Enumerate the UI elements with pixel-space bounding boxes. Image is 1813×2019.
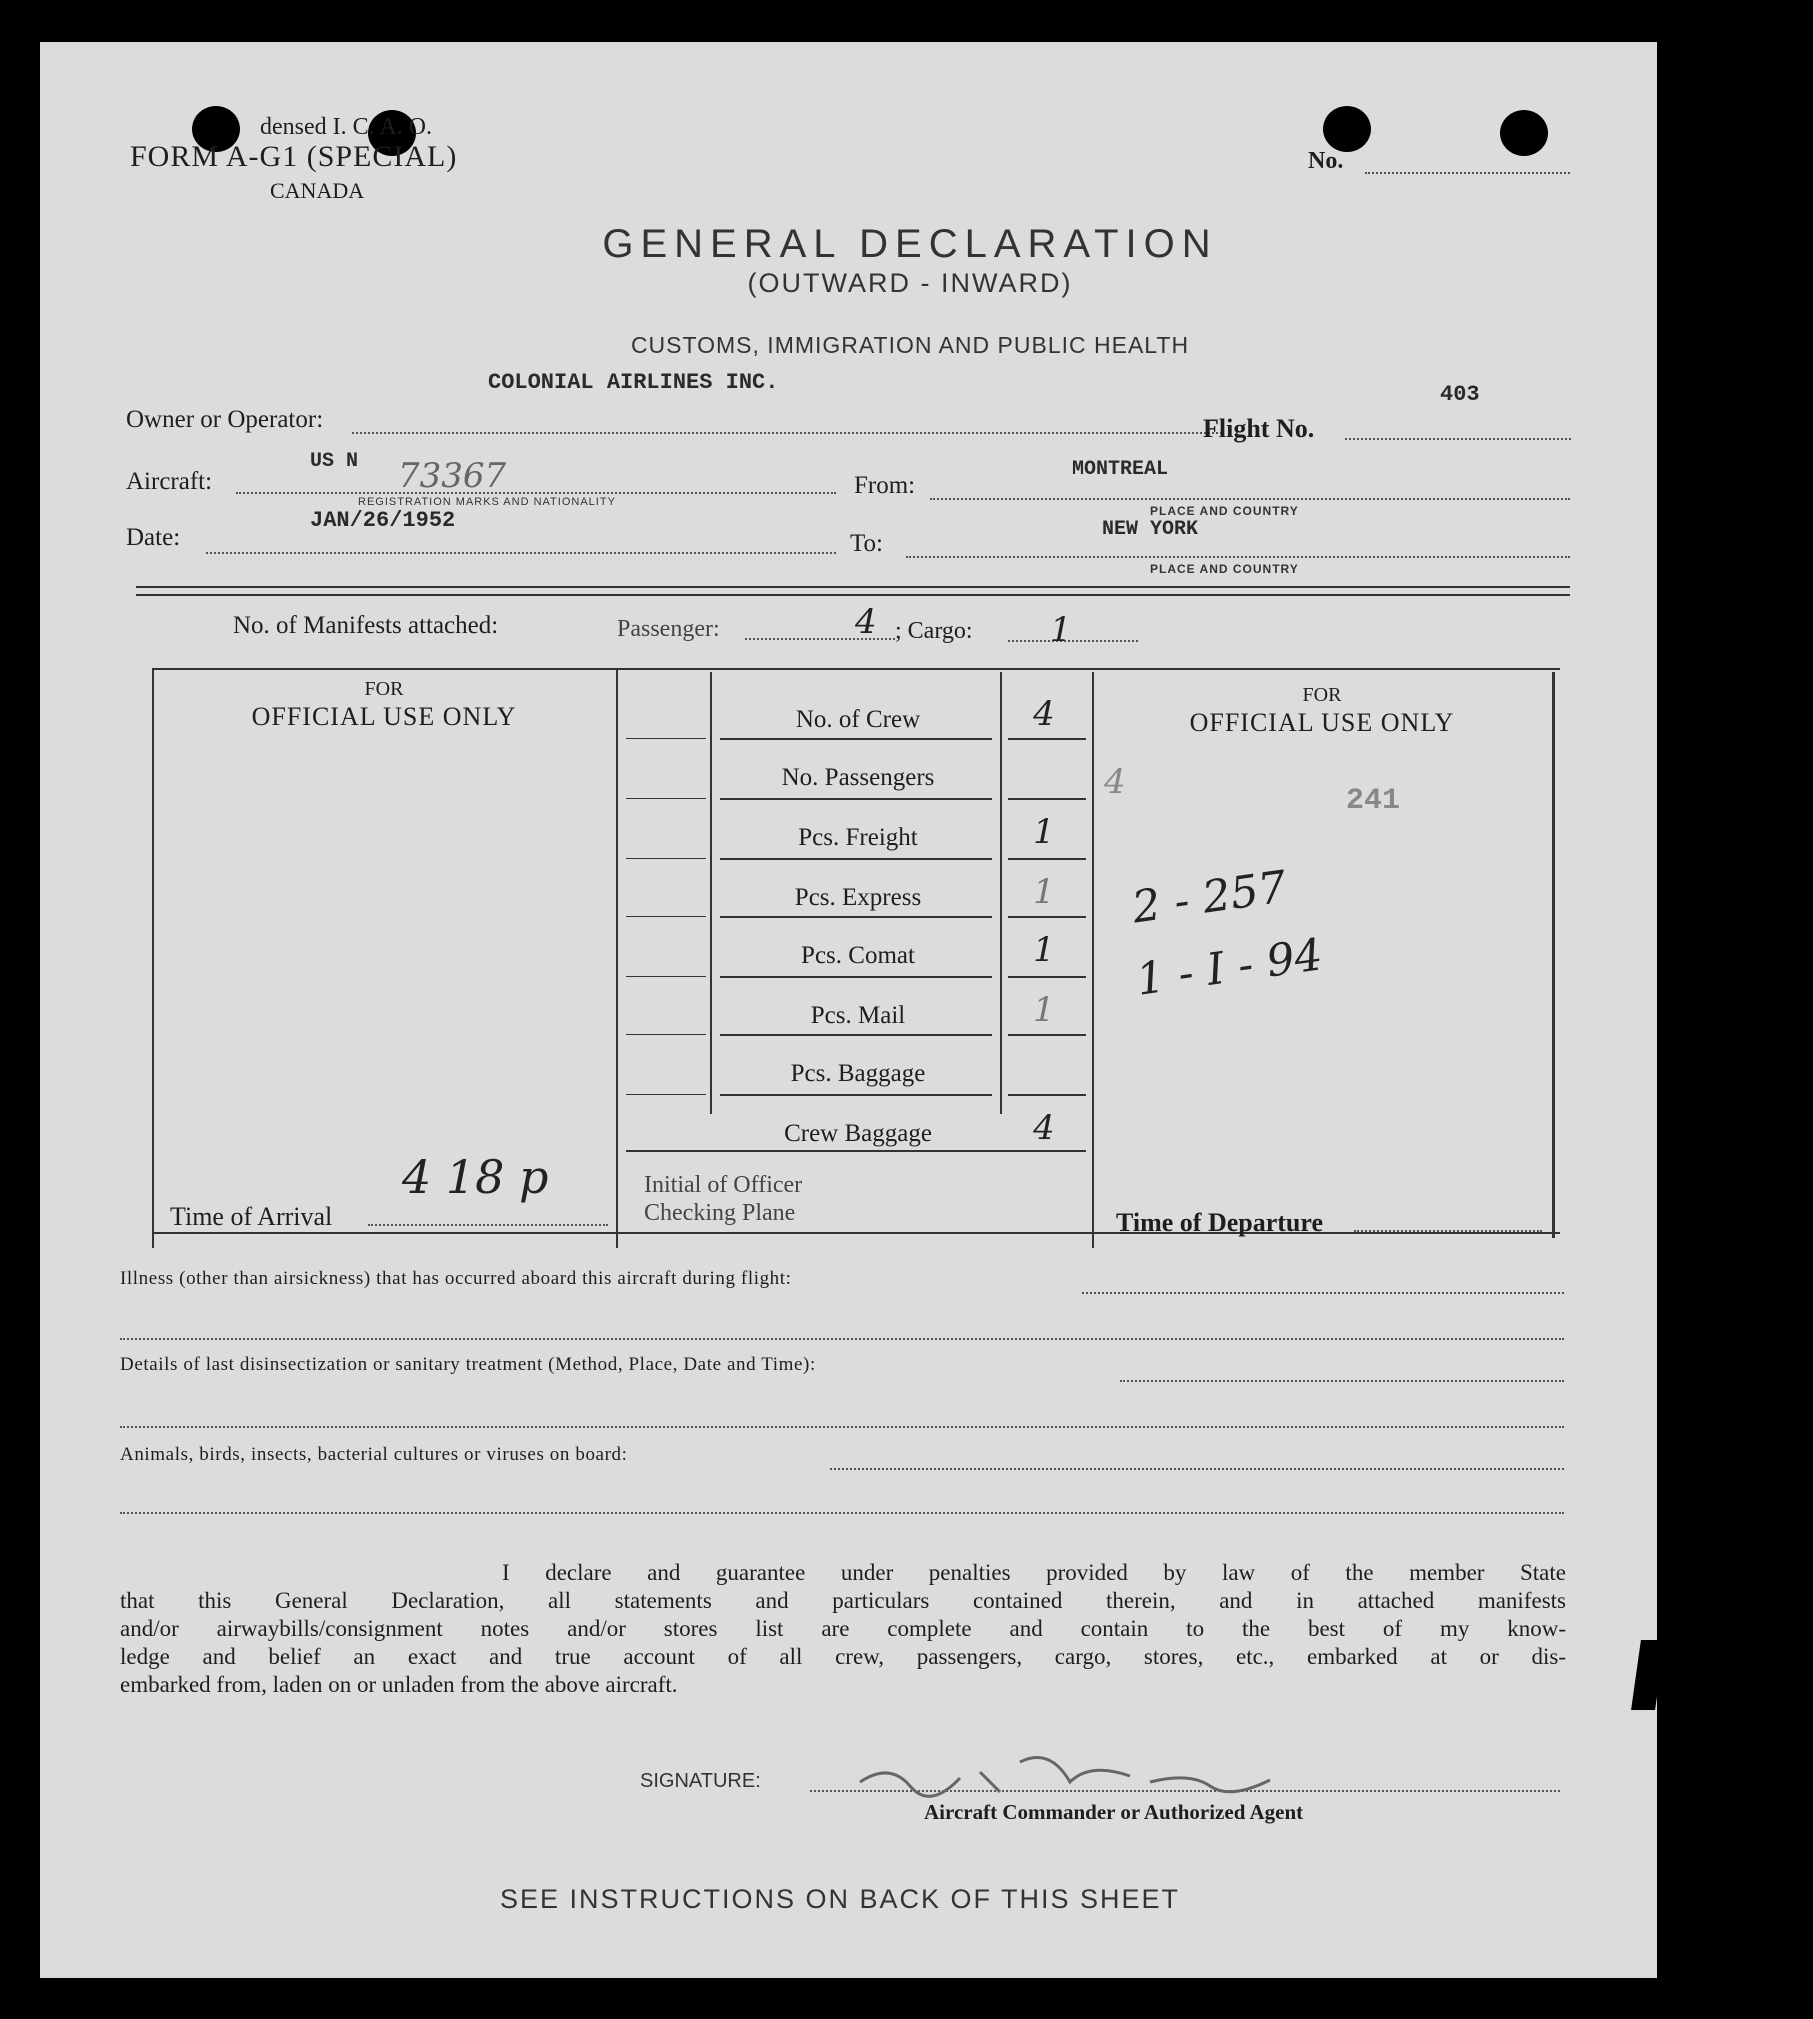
- signature-label: SIGNATURE:: [640, 1770, 761, 1792]
- signature-caption: Aircraft Commander or Authorized Agent: [924, 1800, 1304, 1824]
- row-separator: [720, 858, 992, 860]
- declaration-line: that this General Declaration, all statements and particulars contained therein, and in attached manifests: [120, 1588, 1566, 1613]
- baggage-count-label: Pcs. Baggage: [790, 1060, 926, 1087]
- official-annotation: 4: [1104, 762, 1126, 802]
- freight-count-value: 1: [1033, 812, 1055, 852]
- illness-answer-line: [120, 1338, 1564, 1340]
- punch-hole: [1500, 110, 1548, 156]
- row-separator: [626, 738, 706, 739]
- box-divider: [1092, 672, 1094, 1248]
- row-separator: [626, 798, 706, 799]
- row-separator: [720, 976, 992, 978]
- form-number-label: No.: [1308, 148, 1344, 174]
- initial-officer-line1: Initial of Officer: [644, 1172, 803, 1198]
- row-separator: [720, 1094, 992, 1096]
- crew-count-label: No. of Crew: [795, 706, 921, 733]
- aircraft-prefix: US N: [310, 450, 359, 473]
- time-of-arrival-line: [368, 1224, 608, 1226]
- box-divider: [1000, 672, 1002, 1114]
- row-separator: [626, 1034, 706, 1035]
- row-separator: [720, 1034, 992, 1036]
- cargo-manifest-line: [1008, 640, 1138, 642]
- mail-count-label: Pcs. Mail: [810, 1002, 906, 1029]
- box-divider: [710, 672, 712, 1114]
- aircraft-caption: REGISTRATION MARKS AND NATIONALITY: [358, 496, 616, 508]
- illness-answer-line: [1082, 1292, 1564, 1294]
- animals-answer-line: [830, 1468, 1564, 1470]
- row-separator: [626, 976, 706, 977]
- owner-line: [352, 432, 1222, 434]
- comat-count-label: Pcs. Comat: [801, 942, 915, 969]
- form-page: [40, 42, 1657, 1978]
- right-official-heading: OFFICIAL USE ONLY: [1189, 708, 1455, 737]
- cargo-manifest-value: 1: [1050, 610, 1072, 650]
- from-value: MONTREAL: [1072, 458, 1169, 481]
- signature-scrawl: [850, 1742, 1330, 1802]
- aircraft-line: [236, 492, 836, 494]
- row-separator: [1008, 1034, 1086, 1036]
- row-separator: [1008, 798, 1086, 800]
- comat-count-value: 1: [1033, 930, 1055, 970]
- form-reference-line2: FORM A-G1 (SPECIAL): [130, 140, 458, 173]
- manifests-label: No. of Manifests attached:: [233, 612, 499, 639]
- from-line: [930, 498, 1570, 500]
- row-separator: [1008, 1094, 1086, 1096]
- flight-label: Flight No.: [1203, 414, 1315, 443]
- to-caption: PLACE AND COUNTRY: [1150, 562, 1299, 576]
- time-of-departure-label: Time of Departure: [1116, 1208, 1323, 1237]
- declaration-line: ledge and belief an exact and true account of all crew, passengers, cargo, stores, etc., embarked at or dis-: [120, 1644, 1566, 1669]
- header-divider: [136, 586, 1570, 588]
- box-top-border: [152, 668, 1560, 670]
- box-bottom-border: [152, 1232, 1560, 1234]
- crew-count-value: 4: [1033, 694, 1055, 734]
- row-separator: [720, 916, 992, 918]
- express-count-label: Pcs. Express: [794, 884, 922, 911]
- to-label: To:: [850, 530, 883, 557]
- row-separator: [626, 858, 706, 859]
- row-separator: [626, 1094, 706, 1095]
- initial-officer-line2: Checking Plane: [644, 1200, 796, 1226]
- time-of-arrival-value: 4 18 p: [402, 1150, 549, 1204]
- passenger-count-label: No. Passengers: [781, 764, 935, 791]
- official-annotation: 2 - 257: [1129, 861, 1290, 934]
- aircraft-registration: 73367: [398, 456, 507, 496]
- left-official-heading: OFFICIAL USE ONLY: [251, 702, 517, 731]
- row-separator: [626, 916, 706, 917]
- box-left-border: [152, 668, 154, 1248]
- mail-count-value: 1: [1033, 990, 1055, 1030]
- declaration-line: I declare and guarantee under penalties provided by law of the member State: [502, 1560, 1566, 1585]
- aircraft-label: Aircraft:: [126, 468, 213, 495]
- to-value: NEW YORK: [1102, 518, 1199, 541]
- counts-bottom-border: [626, 1150, 1086, 1152]
- crew-baggage-count-label: Crew Baggage: [784, 1120, 932, 1147]
- disinsectization-answer-line: [1120, 1380, 1564, 1382]
- form-country: CANADA: [270, 178, 365, 203]
- row-separator: [1008, 858, 1086, 860]
- cargo-manifest-label: ; Cargo:: [895, 618, 973, 644]
- time-of-arrival-label: Time of Arrival: [170, 1202, 333, 1231]
- flight-value: 403: [1440, 382, 1480, 407]
- row-separator: [1008, 976, 1086, 978]
- date-label: Date:: [126, 524, 181, 551]
- crew-baggage-count-value: 4: [1033, 1108, 1055, 1148]
- to-line: [906, 556, 1570, 558]
- box-divider: [616, 668, 618, 1248]
- passenger-manifest-label: Passenger:: [617, 616, 720, 642]
- punch-hole: [1323, 106, 1371, 152]
- header-divider: [136, 594, 1570, 596]
- owner-value: COLONIAL AIRLINES INC.: [488, 370, 779, 395]
- footer-instructions: SEE INSTRUCTIONS ON BACK OF THIS SHEET: [499, 1884, 1181, 1914]
- animals-question: Animals, birds, insects, bacterial cultures or viruses on board:: [120, 1444, 628, 1465]
- illness-question: Illness (other than airsickness) that has occurred aboard this aircraft during flight:: [120, 1268, 792, 1289]
- animals-answer-line: [120, 1512, 1564, 1514]
- page-subtitle: (OUTWARD - INWARD): [747, 268, 1073, 298]
- express-count-value: 1: [1033, 872, 1055, 912]
- from-caption: PLACE AND COUNTRY: [1150, 504, 1299, 518]
- owner-label: Owner or Operator:: [126, 406, 324, 433]
- passenger-manifest-value: 4: [855, 602, 877, 642]
- freight-count-label: Pcs. Freight: [798, 824, 918, 851]
- official-annotation: 1 - I - 94: [1133, 929, 1326, 1006]
- time-of-departure-line: [1354, 1230, 1542, 1232]
- row-separator: [720, 798, 992, 800]
- left-official-for: FOR: [364, 678, 404, 700]
- declaration-line: and/or airwaybills/consignment notes and/or stores list are complete and contain to the best of my know-: [120, 1616, 1566, 1641]
- agencies-heading: CUSTOMS, IMMIGRATION AND PUBLIC HEALTH: [630, 332, 1190, 358]
- declaration-line: embarked from, laden on or unladen from the above aircraft.: [120, 1672, 678, 1697]
- right-official-for: FOR: [1302, 684, 1342, 706]
- date-line: [206, 552, 836, 554]
- official-annotation: 241: [1346, 784, 1401, 818]
- flight-line: [1345, 438, 1571, 440]
- from-label: From:: [854, 472, 916, 499]
- row-separator: [1008, 738, 1086, 740]
- form-number-line: [1365, 172, 1570, 174]
- date-value: JAN/26/1952: [310, 508, 456, 533]
- form-reference-line1: densed I. C. A. O.: [260, 114, 432, 140]
- page-title: GENERAL DECLARATION: [602, 222, 1218, 266]
- disinsectization-question: Details of last disinsectization or sanitary treatment (Method, Place, Date and Time):: [120, 1354, 816, 1375]
- row-separator: [720, 738, 992, 740]
- disinsectization-answer-line: [120, 1426, 1564, 1428]
- row-separator: [1008, 916, 1086, 918]
- box-right-border: [1552, 672, 1555, 1238]
